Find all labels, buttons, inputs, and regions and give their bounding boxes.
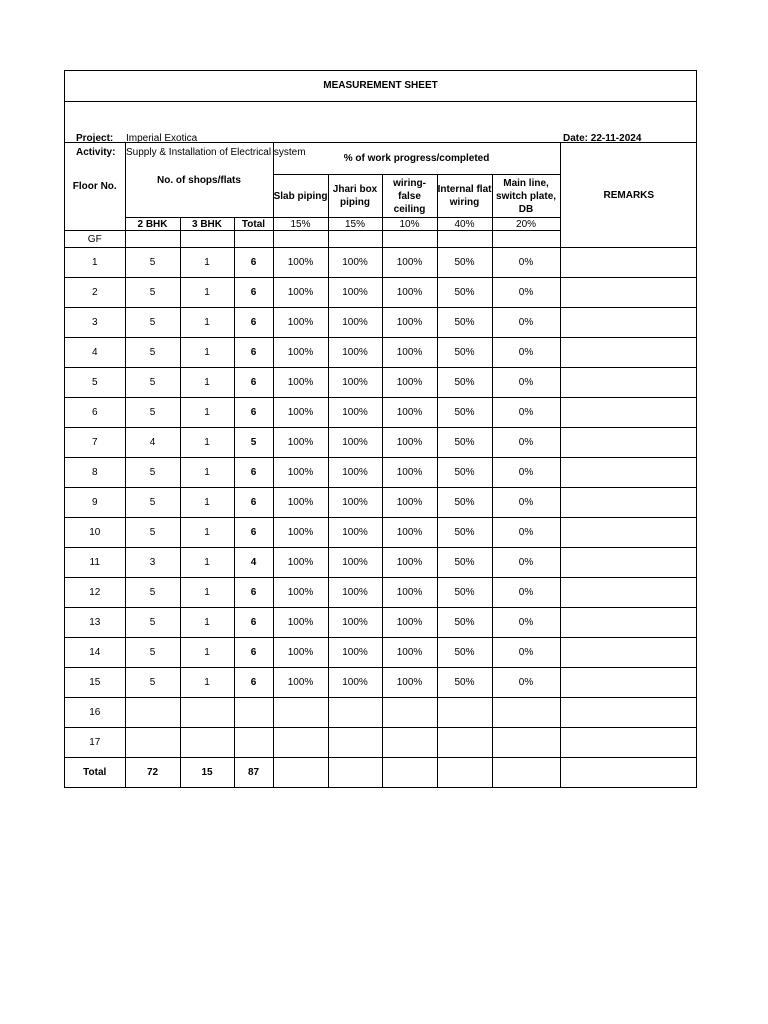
cell-internal-flat-wiring: 50% — [437, 398, 492, 428]
cell-floor-no: 12 — [65, 578, 125, 608]
totals-bhk2: 72 — [125, 758, 180, 788]
cell-internal-flat-wiring — [437, 231, 492, 248]
cell-remarks — [560, 248, 697, 278]
cell-main-line: 0% — [492, 368, 560, 398]
cell-bhk3: 1 — [180, 548, 234, 578]
weight-slab-piping: 15% — [273, 218, 328, 231]
cell-jhari-box-piping — [328, 231, 382, 248]
cell-remarks — [560, 338, 697, 368]
cell-slab-piping: 100% — [273, 338, 328, 368]
cell-main-line — [492, 231, 560, 248]
table-row — [65, 488, 697, 518]
header-total: Total — [234, 218, 273, 231]
cell-main-line: 0% — [492, 338, 560, 368]
measurement-sheet — [64, 70, 697, 788]
cell-internal-flat-wiring: 50% — [437, 368, 492, 398]
cell-jhari-box-piping: 100% — [328, 488, 382, 518]
project-value: Imperial Exotica — [126, 133, 198, 144]
cell-bhk2: 5 — [125, 458, 180, 488]
cell-internal-flat-wiring: 50% — [437, 338, 492, 368]
cell-bhk3: 1 — [180, 458, 234, 488]
header-work-slab-piping: Slab piping — [273, 175, 328, 218]
project-info — [65, 102, 696, 158]
cell-main-line: 0% — [492, 548, 560, 578]
activity-value: Supply & Installation of Electrical system — [126, 147, 306, 158]
cell-main-line: 0% — [492, 308, 560, 338]
table-row — [65, 578, 697, 608]
cell-remarks — [560, 428, 697, 458]
cell-total — [234, 231, 273, 248]
measurement-table — [65, 143, 697, 787]
cell-remarks — [560, 398, 697, 428]
cell-slab-piping — [273, 231, 328, 248]
cell-main-line: 0% — [492, 578, 560, 608]
cell-wiring-false-ceiling: 100% — [382, 608, 437, 638]
cell-wiring-false-ceiling: 100% — [382, 458, 437, 488]
header-work-main-line: Main line, switch plate, DB — [492, 175, 560, 218]
cell-jhari-box-piping: 100% — [328, 338, 382, 368]
cell-total: 6 — [234, 668, 273, 698]
cell-wiring-false-ceiling — [382, 231, 437, 248]
cell-slab-piping: 100% — [273, 368, 328, 398]
header-work-jhari-box-piping: Jhari box piping — [328, 175, 382, 218]
table-row — [65, 458, 697, 488]
cell-wiring-false-ceiling: 100% — [382, 428, 437, 458]
cell-wiring-false-ceiling: 100% — [382, 308, 437, 338]
cell-bhk3 — [180, 728, 234, 758]
totals-row — [65, 758, 697, 788]
cell-bhk2: 5 — [125, 308, 180, 338]
cell-jhari-box-piping: 100% — [328, 518, 382, 548]
cell-bhk2 — [125, 728, 180, 758]
cell-floor-no: 7 — [65, 428, 125, 458]
cell-bhk3: 1 — [180, 308, 234, 338]
cell-jhari-box-piping — [328, 698, 382, 728]
cell-floor-no: 10 — [65, 518, 125, 548]
cell-jhari-box-piping: 100% — [328, 458, 382, 488]
cell-total: 6 — [234, 368, 273, 398]
cell-bhk2: 5 — [125, 668, 180, 698]
cell-remarks — [560, 578, 697, 608]
cell-bhk3: 1 — [180, 278, 234, 308]
cell-remarks — [560, 278, 697, 308]
cell-floor-no: 8 — [65, 458, 125, 488]
cell-floor-no: GF — [65, 231, 125, 248]
cell-total: 6 — [234, 638, 273, 668]
cell-wiring-false-ceiling: 100% — [382, 668, 437, 698]
cell-slab-piping: 100% — [273, 518, 328, 548]
cell-wiring-false-ceiling: 100% — [382, 338, 437, 368]
table-row — [65, 248, 697, 278]
cell-bhk2: 5 — [125, 578, 180, 608]
table-row — [65, 728, 697, 758]
cell-internal-flat-wiring: 50% — [437, 578, 492, 608]
cell-remarks — [560, 488, 697, 518]
cell-internal-flat-wiring: 50% — [437, 638, 492, 668]
header-remarks: REMARKS — [560, 143, 697, 248]
cell-jhari-box-piping: 100% — [328, 278, 382, 308]
cell-slab-piping: 100% — [273, 458, 328, 488]
cell-floor-no: 4 — [65, 338, 125, 368]
weight-internal-flat-wiring: 40% — [437, 218, 492, 231]
cell-bhk2: 5 — [125, 368, 180, 398]
cell-remarks — [560, 548, 697, 578]
cell-slab-piping: 100% — [273, 428, 328, 458]
cell-slab-piping: 100% — [273, 608, 328, 638]
table-row — [65, 608, 697, 638]
cell-internal-flat-wiring: 50% — [437, 278, 492, 308]
weight-main-line: 20% — [492, 218, 560, 231]
cell-bhk2 — [125, 698, 180, 728]
cell-floor-no: 3 — [65, 308, 125, 338]
cell-jhari-box-piping: 100% — [328, 368, 382, 398]
cell-bhk3: 1 — [180, 398, 234, 428]
totals-empty-cell — [328, 758, 382, 788]
cell-internal-flat-wiring: 50% — [437, 248, 492, 278]
table-row — [65, 698, 697, 728]
cell-total: 6 — [234, 608, 273, 638]
cell-bhk2: 5 — [125, 488, 180, 518]
cell-slab-piping: 100% — [273, 398, 328, 428]
cell-floor-no: 13 — [65, 608, 125, 638]
table-row — [65, 668, 697, 698]
cell-remarks — [560, 728, 697, 758]
cell-slab-piping — [273, 698, 328, 728]
cell-total: 5 — [234, 428, 273, 458]
cell-bhk3: 1 — [180, 608, 234, 638]
cell-remarks — [560, 368, 697, 398]
cell-jhari-box-piping: 100% — [328, 398, 382, 428]
cell-internal-flat-wiring: 50% — [437, 548, 492, 578]
cell-wiring-false-ceiling: 100% — [382, 278, 437, 308]
activity-label: Activity: — [76, 147, 116, 158]
cell-bhk3 — [180, 698, 234, 728]
cell-internal-flat-wiring: 50% — [437, 518, 492, 548]
cell-internal-flat-wiring — [437, 698, 492, 728]
cell-slab-piping: 100% — [273, 308, 328, 338]
cell-remarks — [560, 608, 697, 638]
cell-jhari-box-piping: 100% — [328, 668, 382, 698]
cell-floor-no: 17 — [65, 728, 125, 758]
cell-floor-no: 5 — [65, 368, 125, 398]
sheet-date: Date: 22-11-2024 — [563, 133, 642, 144]
header-work-wiring-false-ceiling: wiring- false ceiling — [382, 175, 437, 218]
cell-main-line: 0% — [492, 488, 560, 518]
cell-bhk2: 5 — [125, 338, 180, 368]
cell-bhk3: 1 — [180, 428, 234, 458]
cell-remarks — [560, 638, 697, 668]
cell-jhari-box-piping: 100% — [328, 608, 382, 638]
header-work-internal-flat-wiring: Internal flat wiring — [437, 175, 492, 218]
totals-label: Total — [65, 758, 125, 788]
cell-wiring-false-ceiling: 100% — [382, 368, 437, 398]
cell-bhk3: 1 — [180, 368, 234, 398]
cell-bhk3: 1 — [180, 488, 234, 518]
totals-empty-cell — [273, 758, 328, 788]
cell-wiring-false-ceiling — [382, 728, 437, 758]
cell-total: 6 — [234, 578, 273, 608]
totals-empty-cell — [382, 758, 437, 788]
cell-bhk3 — [180, 231, 234, 248]
cell-bhk3: 1 — [180, 518, 234, 548]
cell-total: 6 — [234, 338, 273, 368]
table-row — [65, 518, 697, 548]
cell-main-line — [492, 698, 560, 728]
cell-total: 6 — [234, 518, 273, 548]
cell-jhari-box-piping: 100% — [328, 308, 382, 338]
cell-main-line: 0% — [492, 248, 560, 278]
cell-main-line: 0% — [492, 668, 560, 698]
cell-slab-piping: 100% — [273, 668, 328, 698]
cell-wiring-false-ceiling: 100% — [382, 518, 437, 548]
cell-main-line — [492, 728, 560, 758]
cell-internal-flat-wiring: 50% — [437, 428, 492, 458]
header-work-progress: % of work progress/completed — [273, 143, 560, 175]
cell-floor-no: 2 — [65, 278, 125, 308]
cell-main-line: 0% — [492, 458, 560, 488]
cell-jhari-box-piping: 100% — [328, 638, 382, 668]
cell-total: 6 — [234, 278, 273, 308]
table-row — [65, 428, 697, 458]
cell-bhk3: 1 — [180, 248, 234, 278]
cell-bhk2: 5 — [125, 608, 180, 638]
cell-remarks — [560, 458, 697, 488]
cell-wiring-false-ceiling: 100% — [382, 638, 437, 668]
cell-total: 6 — [234, 308, 273, 338]
cell-internal-flat-wiring: 50% — [437, 608, 492, 638]
cell-floor-no: 6 — [65, 398, 125, 428]
totals-total: 87 — [234, 758, 273, 788]
cell-main-line: 0% — [492, 608, 560, 638]
cell-floor-no: 16 — [65, 698, 125, 728]
cell-total — [234, 698, 273, 728]
table-row — [65, 368, 697, 398]
cell-floor-no: 11 — [65, 548, 125, 578]
cell-wiring-false-ceiling: 100% — [382, 548, 437, 578]
table-row — [65, 308, 697, 338]
cell-bhk2 — [125, 231, 180, 248]
cell-slab-piping: 100% — [273, 248, 328, 278]
header-shops-flats: No. of shops/flats — [125, 143, 273, 218]
table-row — [65, 278, 697, 308]
cell-slab-piping: 100% — [273, 638, 328, 668]
cell-internal-flat-wiring: 50% — [437, 458, 492, 488]
cell-bhk3: 1 — [180, 668, 234, 698]
cell-main-line: 0% — [492, 428, 560, 458]
cell-total: 6 — [234, 458, 273, 488]
header-2bhk: 2 BHK — [125, 218, 180, 231]
cell-jhari-box-piping — [328, 728, 382, 758]
cell-floor-no: 1 — [65, 248, 125, 278]
cell-total: 6 — [234, 398, 273, 428]
cell-total: 6 — [234, 248, 273, 278]
weight-wiring-false-ceiling: 10% — [382, 218, 437, 231]
header-floor-no: Floor No. — [65, 143, 125, 231]
cell-jhari-box-piping: 100% — [328, 578, 382, 608]
cell-slab-piping — [273, 728, 328, 758]
cell-bhk2: 5 — [125, 398, 180, 428]
sheet-title: MEASUREMENT SHEET — [65, 71, 696, 102]
cell-remarks — [560, 698, 697, 728]
cell-remarks — [560, 308, 697, 338]
cell-floor-no: 15 — [65, 668, 125, 698]
cell-internal-flat-wiring: 50% — [437, 488, 492, 518]
table-row — [65, 548, 697, 578]
totals-empty-cell — [492, 758, 560, 788]
cell-remarks — [560, 668, 697, 698]
cell-bhk2: 5 — [125, 248, 180, 278]
cell-total: 6 — [234, 488, 273, 518]
cell-wiring-false-ceiling: 100% — [382, 248, 437, 278]
table-row — [65, 638, 697, 668]
cell-bhk2: 4 — [125, 428, 180, 458]
cell-internal-flat-wiring — [437, 728, 492, 758]
project-label: Project: — [76, 133, 114, 144]
cell-slab-piping: 100% — [273, 488, 328, 518]
cell-total — [234, 728, 273, 758]
cell-floor-no: 9 — [65, 488, 125, 518]
cell-slab-piping: 100% — [273, 278, 328, 308]
cell-total: 4 — [234, 548, 273, 578]
cell-bhk3: 1 — [180, 338, 234, 368]
cell-jhari-box-piping: 100% — [328, 548, 382, 578]
table-row — [65, 398, 697, 428]
cell-wiring-false-ceiling — [382, 698, 437, 728]
cell-remarks — [560, 518, 697, 548]
cell-bhk3: 1 — [180, 578, 234, 608]
totals-empty-cell — [560, 758, 697, 788]
cell-bhk2: 5 — [125, 638, 180, 668]
cell-bhk2: 5 — [125, 278, 180, 308]
cell-slab-piping: 100% — [273, 548, 328, 578]
cell-jhari-box-piping: 100% — [328, 428, 382, 458]
totals-bhk3: 15 — [180, 758, 234, 788]
cell-internal-flat-wiring: 50% — [437, 308, 492, 338]
cell-bhk2: 3 — [125, 548, 180, 578]
cell-internal-flat-wiring: 50% — [437, 668, 492, 698]
cell-bhk2: 5 — [125, 518, 180, 548]
weight-jhari-box-piping: 15% — [328, 218, 382, 231]
table-row — [65, 338, 697, 368]
cell-bhk3: 1 — [180, 638, 234, 668]
cell-wiring-false-ceiling: 100% — [382, 488, 437, 518]
cell-jhari-box-piping: 100% — [328, 248, 382, 278]
cell-floor-no: 14 — [65, 638, 125, 668]
cell-main-line: 0% — [492, 518, 560, 548]
cell-wiring-false-ceiling: 100% — [382, 578, 437, 608]
header-3bhk: 3 BHK — [180, 218, 234, 231]
cell-main-line: 0% — [492, 638, 560, 668]
cell-main-line: 0% — [492, 398, 560, 428]
totals-empty-cell — [437, 758, 492, 788]
cell-slab-piping: 100% — [273, 578, 328, 608]
cell-main-line: 0% — [492, 278, 560, 308]
cell-wiring-false-ceiling: 100% — [382, 398, 437, 428]
